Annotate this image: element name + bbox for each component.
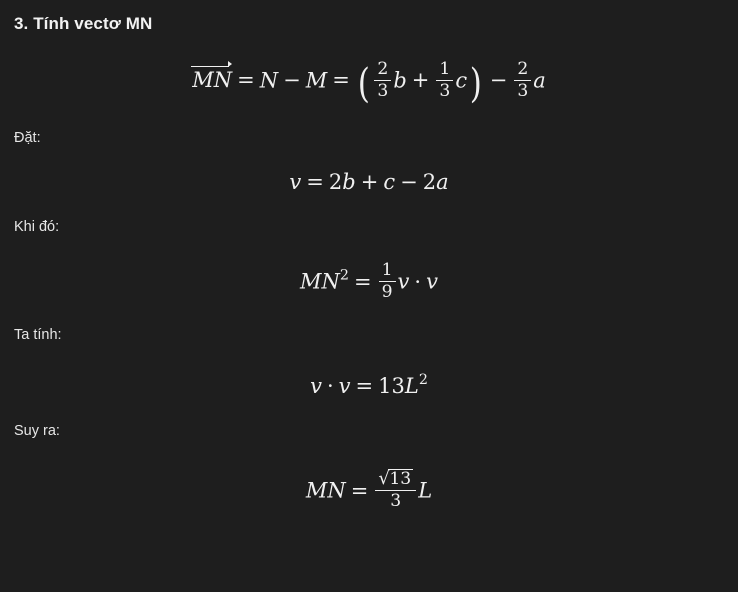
sqrt-icon: [378, 469, 413, 489]
eq4-equals: =: [355, 374, 374, 399]
eq4-v1: v: [310, 374, 322, 399]
eq5-frac-numerator: [375, 469, 416, 491]
eq5-radical-sign: √: [378, 467, 390, 489]
eq3-frac-numerator: 1: [379, 261, 396, 282]
eq5-var-L: L: [418, 478, 433, 503]
label-khi-do: Khi đó:: [14, 219, 60, 236]
eq3-frac-denominator: 9: [381, 281, 393, 302]
eq1-close-paren: ): [469, 60, 482, 107]
eq2-minus: −: [400, 170, 418, 195]
eq3-dot-product: ·: [414, 269, 422, 294]
eq4-dot-product: ·: [326, 374, 334, 399]
label-suy-ra: Suy ra:: [14, 423, 60, 440]
eq1-frac3-numerator: 2: [514, 60, 531, 81]
eq1-frac2-denominator: 3: [439, 80, 451, 101]
eq3-v1: v: [397, 269, 410, 294]
eq1-minus-2: −: [489, 68, 508, 93]
equation-v-definition: [0, 172, 738, 193]
eq2-equals: =: [306, 170, 324, 195]
eq5-radicand: 13: [389, 469, 412, 490]
eq4-var-L: L: [404, 374, 419, 399]
eq2-var-a: a: [436, 170, 449, 195]
eq1-fraction-two-thirds-2: [514, 60, 531, 100]
eq1-var-b: b: [393, 68, 407, 93]
equation-v-dot-v: [0, 373, 738, 397]
eq1-minus: −: [283, 68, 301, 93]
label-dat: Đặt:: [14, 130, 41, 147]
eq3-v2: v: [426, 269, 438, 294]
eq1-open-paren: (: [357, 60, 370, 107]
eq1-frac2-numerator: 1: [436, 60, 453, 81]
eq1-n: N: [259, 68, 279, 93]
eq5-equals: =: [350, 478, 369, 503]
equation-mn-squared: [0, 261, 738, 301]
eq4-coefficient: 13: [378, 374, 405, 399]
equation-vector-mn: [0, 59, 738, 107]
label-ta-tinh: Ta tính:: [14, 327, 62, 344]
eq3-equals: =: [353, 269, 372, 294]
eq5-fraction-sqrt13-over-3: [375, 469, 416, 510]
eq2-var-b: b: [342, 170, 356, 195]
eq1-var-a: a: [533, 68, 546, 93]
page-heading: 3. Tính vectơ MN: [14, 14, 153, 33]
eq1-equals-2: =: [332, 68, 350, 93]
eq4-v2: v: [338, 374, 351, 399]
eq3-exponent: 2: [339, 267, 349, 284]
eq1-frac3-denominator: 3: [517, 80, 529, 101]
eq1-fraction-two-thirds: [374, 60, 391, 100]
eq1-fraction-one-third: [436, 60, 453, 100]
eq1-plus: +: [411, 68, 430, 93]
eq1-frac1-denominator: 3: [377, 80, 389, 101]
eq1-m: M: [305, 68, 328, 93]
eq3-mn: MN: [300, 269, 340, 294]
equation-mn-result: [0, 469, 738, 510]
eq5-frac-denominator: 3: [390, 490, 402, 511]
eq1-frac1-numerator: 2: [374, 60, 391, 81]
eq2-coef-2b: 2: [422, 170, 437, 195]
eq2-plus: +: [360, 170, 379, 195]
eq5-mn: MN: [305, 478, 346, 503]
eq2-var-c: c: [383, 170, 396, 195]
eq1-lhs-vector: MN: [192, 68, 233, 93]
eq4-exponent: 2: [418, 372, 428, 389]
eq3-fraction-one-ninth: [379, 261, 396, 301]
eq2-coef-2: 2: [328, 170, 343, 195]
eq1-var-c: c: [455, 68, 468, 93]
eq1-equals: =: [237, 68, 255, 93]
eq2-v: v: [289, 170, 302, 195]
